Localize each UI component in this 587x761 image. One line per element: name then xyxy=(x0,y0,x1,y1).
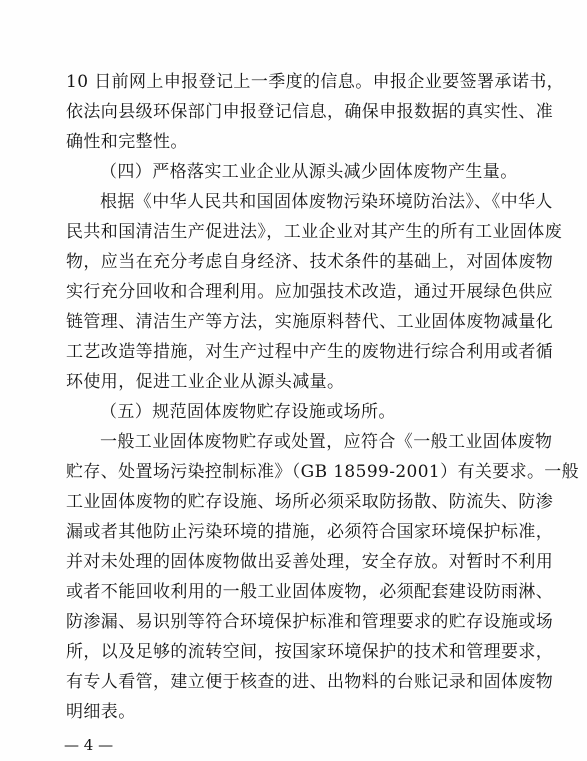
page-number: — 4 — xyxy=(64,736,114,754)
text-line: 防渗漏、易识别等符合环境保护标准和管理要求的贮存设施或场 xyxy=(66,612,554,632)
section-heading-5: （五）规范固体废物贮存设施或场所。 xyxy=(100,402,396,422)
text-line: 环使用，促进工业企业从源头减量。 xyxy=(66,372,345,392)
text-line: 依法向县级环保部门申报登记信息，确保申报数据的真实性、准 xyxy=(66,102,554,122)
text-line: 根据《中华人民共和国固体废物污染环境防治法》、《中华人 xyxy=(100,192,553,212)
text-line: 漏或者其他防止污染环境的措施，必须符合国家环境保护标准， xyxy=(66,522,554,542)
text-line: 链管理、清洁生产等方法，实施原料替代、工业固体废物减量化 xyxy=(66,312,554,332)
text-line: 确性和完整性。 xyxy=(66,132,188,152)
text-line: 并对未处理的固体废物做出妥善处理，安全存放。对暂时不利用 xyxy=(66,552,554,572)
text-line: 工业固体废物的贮存设施、场所必须采取防扬散、防流失、防渗 xyxy=(66,492,554,512)
text-line: 民共和国清洁生产促进法》，工业企业对其产生的所有工业固体废 xyxy=(66,222,563,242)
text-line: 所，以及足够的流转空间，按国家环境保护的技术和管理要求， xyxy=(66,642,554,662)
text-line: 工艺改造等措施，对生产过程中产生的废物进行综合利用或者循 xyxy=(66,342,554,362)
text-line: 贮存、处置场污染控制标准》（GB 18599-2001）有关要求。一般 xyxy=(66,462,580,482)
text-line: 10 日前网上申报登记上一季度的信息。申报企业要签署承诺书， xyxy=(66,72,565,92)
text-line: 或者不能回收利用的一般工业固体废物，必须配套建设防雨淋、 xyxy=(66,582,554,602)
text-line: 明细表。 xyxy=(66,702,136,722)
text-line: 一般工业固体废物贮存或处置，应符合《一般工业固体废物 xyxy=(100,432,553,452)
text-line: 有专人看管，建立便于核查的进、出物料的台账记录和固体废物 xyxy=(66,672,554,692)
section-heading-4: （四）严格落实工业企业从源头减少固体废物产生量。 xyxy=(100,162,518,182)
text-line: 物，应当在充分考虑自身经济、技术条件的基础上，对固体废物 xyxy=(66,252,554,272)
text-line: 实行充分回收和合理利用。应加强技术改造，通过开展绿色供应 xyxy=(66,282,554,302)
